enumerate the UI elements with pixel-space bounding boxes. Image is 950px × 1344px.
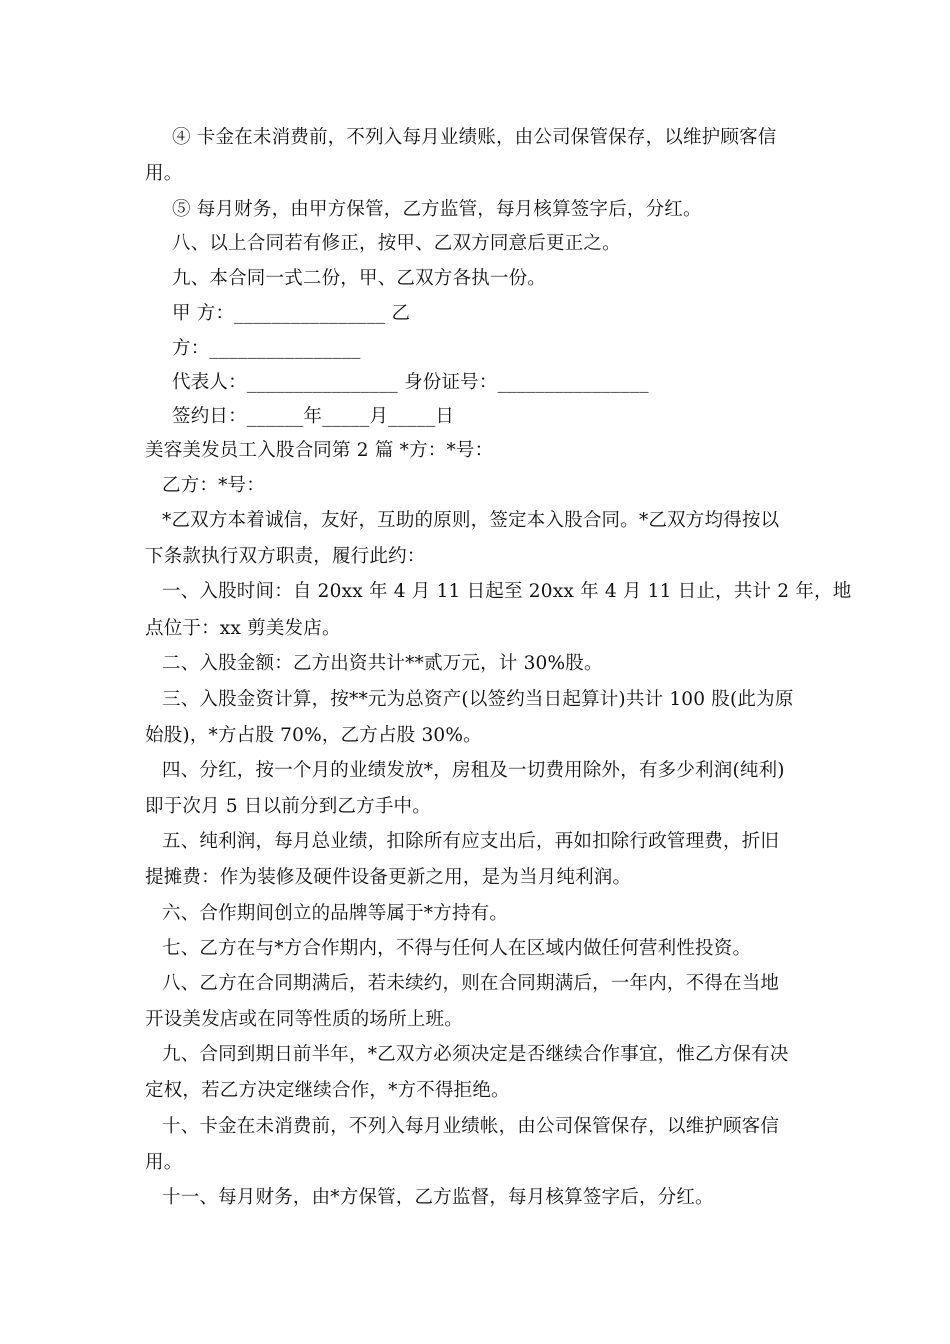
clause-8-line2: 开设美发店或在同等性质的场所上班。 <box>145 1009 463 1030</box>
party-b-signature-line: 方：________________ <box>172 338 361 359</box>
clause-4-line2: 即于次月 5 日以前分到乙方手中。 <box>145 796 431 817</box>
clause-5-line2: 提摊费：作为装修及硬件设备更新之用，是为当月纯利润。 <box>145 867 632 888</box>
intro-line2: 下条款执行双方职责，履行此约： <box>145 546 426 567</box>
representative-line: 代表人：________________ 身份证号：________________ <box>172 372 649 393</box>
clause-10-line1: 十、卡金在未消费前，不列入每月业绩帐，由公司保管保存，以维护顾客信 <box>162 1116 780 1137</box>
section-heading: 美容美发员工入股合同第 2 篇 *方：*号： <box>145 440 494 461</box>
clause-3-line1: 三、入股金资计算，按**元为总资产(以签约当日起算计)共计 100 股(此为原 <box>162 689 794 710</box>
clause-8-line1: 八、乙方在合同期满后，若未续约，则在合同期满后，一年内，不得在当地 <box>162 973 780 994</box>
clause-9-line2: 定权，若乙方决定继续合作，*方不得拒绝。 <box>145 1080 510 1101</box>
clause-9-line1: 九、合同到期日前半年，*乙双方必须决定是否继续合作事宜，惟乙方保有决 <box>162 1044 789 1065</box>
party-b-id: 乙方：*号： <box>162 475 265 496</box>
clause-10-line2: 用。 <box>145 1152 183 1173</box>
sign-date-line: 签约日：______年_____月_____日 <box>172 406 455 427</box>
clause-5-line1: 五、纯利润，每月总业绩，扣除所有应支出后，再如扣除行政管理费，折旧 <box>162 831 780 852</box>
item5: ⑤ 每月财务，由甲方保管，乙方监管，每月核算签字后，分红。 <box>172 199 702 220</box>
clause-6: 六、合作期间创立的品牌等属于*方持有。 <box>162 903 509 924</box>
party-a-signature-line: 甲 方：________________ 乙 <box>172 303 411 324</box>
clause-4-line1: 四、分红，按一个月的业绩发放*，房租及一切费用除外，有多少利润(纯利) <box>162 760 785 781</box>
clause-9-copies: 九、本合同一式二份，甲、乙双方各执一份。 <box>172 268 547 289</box>
clause-1-line2: 点位于：xx 剪美发店。 <box>145 618 341 639</box>
clause-2: 二、入股金额：乙方出资共计**贰万元，计 30%股。 <box>162 653 603 674</box>
clause-1-line1: 一、入股时间：自 20xx 年 4 月 11 日起至 20xx 年 4 月 11 日止，共计 2 年，地 <box>162 581 852 602</box>
clause-3-line2: 始股)，*方占股 70%，乙方占股 30%。 <box>145 725 482 746</box>
clause-7: 七、乙方在与*方合作期内，不得与任何人在区域内做任何营利性投资。 <box>162 938 752 959</box>
intro-line1: *乙双方本着诚信，友好，互助的原则，签定本入股合同。*乙双方均得按以 <box>162 510 780 531</box>
item4-line1: ④ 卡金在未消费前，不列入每月业绩账，由公司保管保存，以维护顾客信 <box>172 127 777 148</box>
clause-11: 十一、每月财务，由*方保管，乙方监督，每月核算签字后，分红。 <box>162 1187 714 1208</box>
item4-line2: 用。 <box>145 163 183 184</box>
clause-8-amendment: 八、以上合同若有修正，按甲、乙双方同意后更正之。 <box>172 233 621 254</box>
